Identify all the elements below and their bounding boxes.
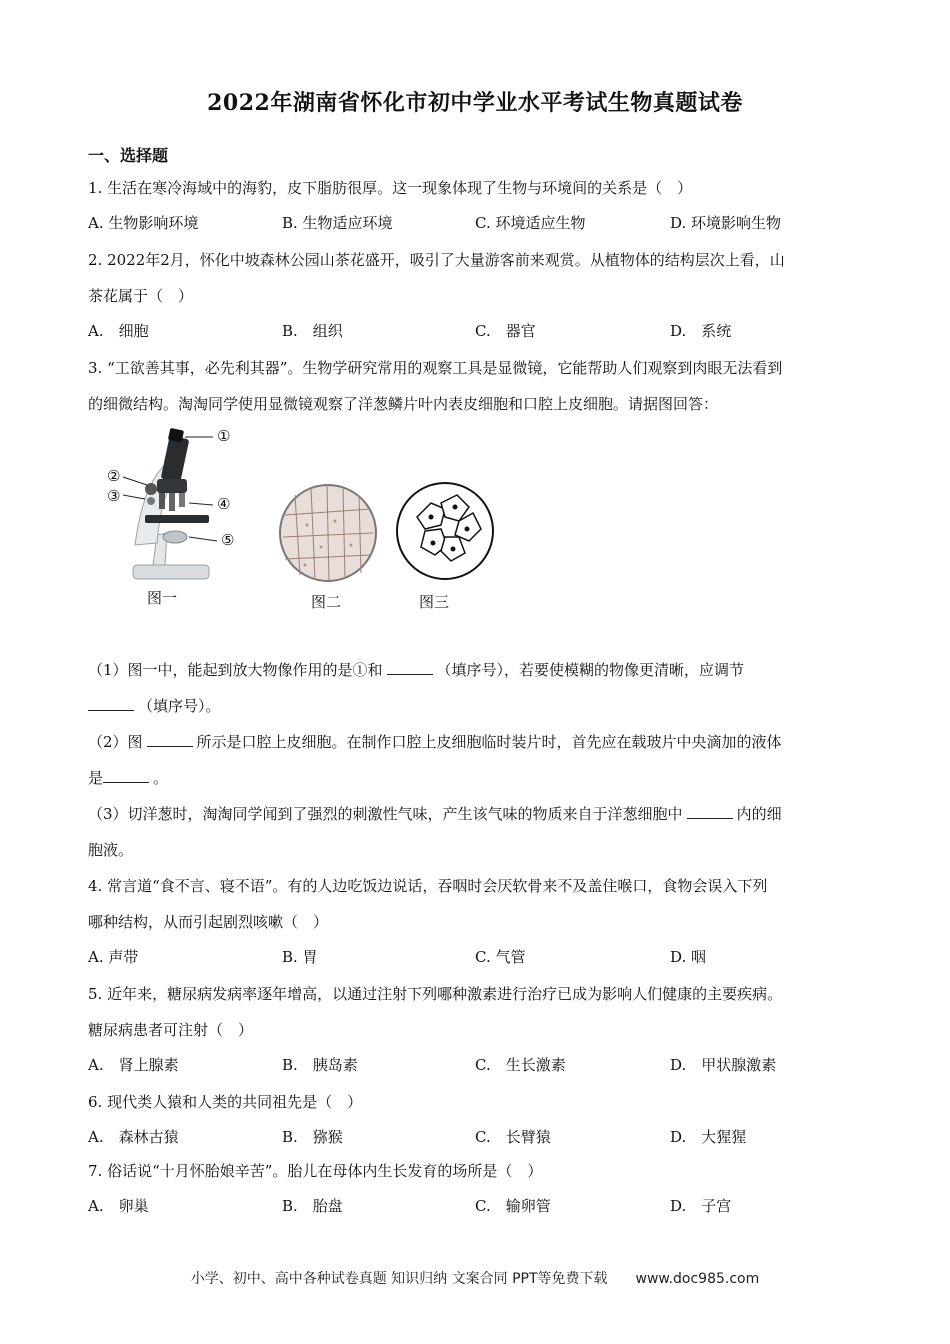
question-5-line-2: 糖尿病患者可注射（ ）	[88, 1021, 254, 1039]
sub-question-1-text-c: （填序号）。	[138, 697, 221, 715]
option-b: B. 生物适应环境	[282, 214, 393, 232]
question-6: 6. 现代类人猿和人类的共同祖先是（ ）	[88, 1093, 363, 1111]
microscope-illustration	[123, 428, 217, 579]
option-b: B. 组织	[282, 322, 343, 340]
answer-blank[interactable]	[103, 768, 149, 783]
question-2-line-2: 茶花属于（ ）	[88, 287, 194, 305]
option-a: A. 细胞	[88, 322, 149, 340]
question-7: 7. 俗话说“十月怀胎娘辛苦”。胎儿在母体内生长发育的场所是（ ）	[88, 1162, 543, 1180]
option-c: C. 气管	[475, 948, 526, 966]
option-d: D. 咽	[670, 948, 707, 966]
marker-1: ①	[217, 427, 231, 445]
option-c: C. 输卵管	[475, 1197, 551, 1215]
option-d: D. 系统	[670, 322, 732, 340]
option-b: B. 猕猴	[282, 1128, 343, 1146]
question-2-options	[88, 320, 863, 350]
option-c: C. 长臂猿	[475, 1128, 551, 1146]
option-d: D. 甲状腺激素	[670, 1056, 777, 1074]
sub-question-3-line-2: 胞液。	[88, 841, 134, 859]
question-3-line-2: 的细微结构。淘淘同学使用显微镜观察了洋葱鳞片叶内表皮细胞和口腔上皮细胞。请据图回答：	[88, 395, 719, 413]
marker-4: ④	[217, 495, 231, 513]
sub-question-2-text-d: 。	[153, 769, 169, 787]
sub-question-3-text-a: （3）切洋葱时，淘淘同学闻到了强烈的刺激性气味，产生该气味的物质来自于洋葱细胞中	[88, 805, 683, 823]
sub-question-2-text-b: 所示是口腔上皮细胞。在制作口腔上皮细胞临时装片时，首先应在载玻片中央滴加的液体	[196, 733, 782, 751]
answer-blank[interactable]	[387, 660, 433, 675]
question-5-options	[88, 1054, 863, 1084]
option-d: D. 环境影响生物	[670, 214, 782, 232]
option-b: B. 胎盘	[282, 1197, 343, 1215]
option-d: D. 大猩猩	[670, 1128, 747, 1146]
marker-5: ⑤	[221, 531, 235, 549]
sub-question-1-text-a: （1）图一中，能起到放大物像作用的是①和	[88, 661, 383, 679]
cheek-cells-illustration	[397, 483, 493, 579]
question-4-line-2: 哪种结构，从而引起剧烈咳嗽（ ）	[88, 913, 329, 931]
option-b: B. 胃	[282, 948, 318, 966]
sub-question-1-text-b: （填序号），若要使模糊的物像更清晰，应调节	[436, 661, 745, 679]
option-a: A. 森林古猿	[88, 1128, 179, 1146]
figure-3-caption: 图三	[419, 593, 450, 611]
option-a: A. 卵巢	[88, 1197, 149, 1215]
option-a: A. 肾上腺素	[88, 1056, 179, 1074]
figure-group	[95, 425, 515, 615]
sub-question-1-line-2	[88, 688, 863, 724]
section-heading: 一、选择题	[88, 146, 169, 165]
question-7-options	[88, 1195, 863, 1225]
option-a: A. 生物影响环境	[88, 214, 199, 232]
option-d: D. 子宫	[670, 1197, 732, 1215]
footer-note: 小学、初中、高中各种试卷真题 知识归纳 文案合同 PPT等免费下载 www.doc985.com	[190, 1271, 760, 1287]
page-title: 2022年湖南省怀化市初中学业水平考试生物真题试卷	[207, 90, 743, 116]
question-4-line-1: 4. 常言道“食不言、寝不语”。有的人边吃饭边说话，吞咽时会厌软骨来不及盖住喉口，食物会误入下列	[88, 877, 768, 895]
sub-question-3-text-b: 内的细	[736, 805, 782, 823]
figure-2-caption: 图二	[311, 593, 342, 611]
marker-2: ②	[107, 467, 121, 485]
figure-1-caption: 图一	[147, 589, 178, 607]
sub-question-2-line-2	[88, 760, 863, 796]
sub-question-2-line-1	[88, 724, 863, 760]
option-a: A. 声带	[88, 948, 139, 966]
onion-epidermis-illustration	[280, 485, 376, 581]
sub-question-2-text-a: （2）图	[88, 733, 143, 751]
question-4-options	[88, 946, 863, 976]
question-5-line-1: 5. 近年来，糖尿病发病率逐年增高，以通过注射下列哪种激素进行治疗已成为影响人们健康的主要疾病。	[88, 985, 783, 1003]
answer-blank[interactable]	[88, 696, 134, 711]
answer-blank[interactable]	[147, 732, 193, 747]
option-c: C. 器官	[475, 322, 536, 340]
sub-question-3-line-1	[88, 796, 863, 832]
marker-3: ③	[107, 487, 121, 505]
option-b: B. 胰岛素	[282, 1056, 358, 1074]
question-1-options	[88, 212, 863, 242]
question-2-line-1: 2. 2022年2月，怀化中坡森林公园山茶花盛开，吸引了大量游客前来观赏。从植物体的结构层次上看，山	[88, 251, 785, 269]
option-c: C. 生长激素	[475, 1056, 566, 1074]
sub-question-2-text-c: 是	[88, 769, 104, 787]
option-c: C. 环境适应生物	[475, 214, 586, 232]
question-3-line-1: 3. “工欲善其事，必先利其器”。生物学研究常用的观察工具是显微镜，它能帮助人们观察到肉眼无法看到	[88, 359, 783, 377]
answer-blank[interactable]	[687, 804, 733, 819]
sub-question-1-line-1	[88, 652, 863, 688]
question-1: 1. 生活在寒冷海域中的海豹，皮下脂肪很厚。这一现象体现了生物与环境间的关系是（ ）	[88, 179, 693, 197]
question-6-options	[88, 1126, 863, 1156]
